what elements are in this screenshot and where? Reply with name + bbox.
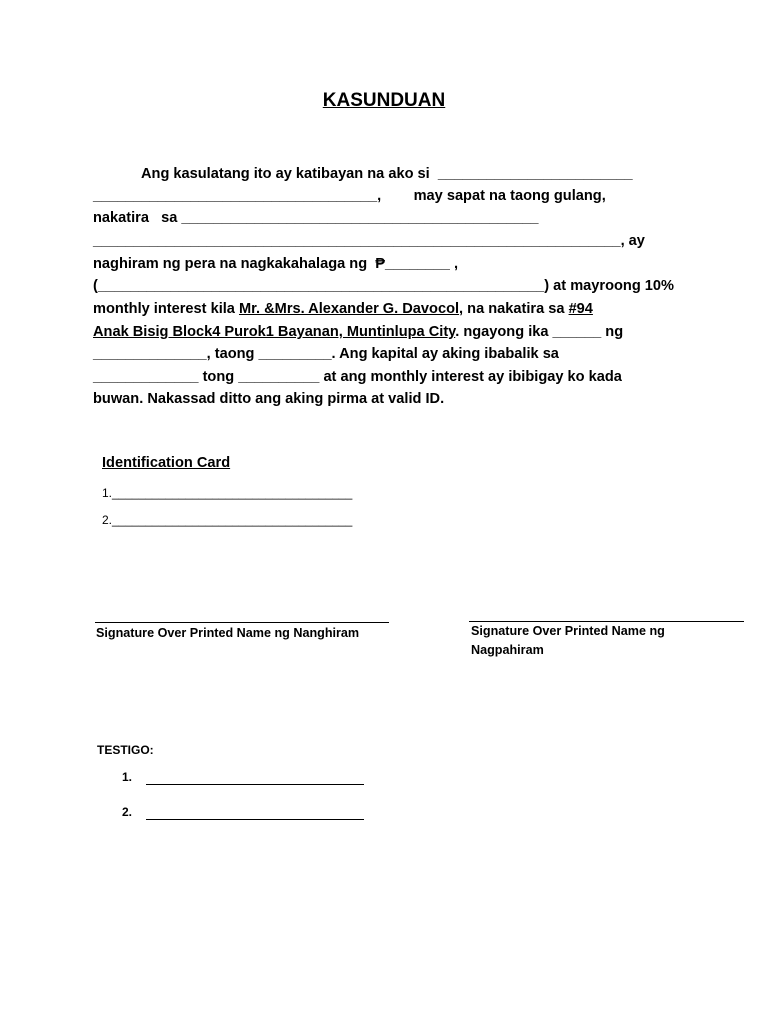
paragraph-line-11: buwan. Nakassad ditto ang aking pirma at valid ID.: [93, 391, 445, 407]
paragraph-line-4: _________________________________________________________________, ay: [93, 233, 645, 249]
paragraph-line-9: ______________, taong _________. Ang kapital ay aking ibabalik sa: [93, 346, 559, 362]
lender-signature-line: [469, 621, 744, 622]
witness-number-1: 1.: [122, 770, 133, 784]
id-line-1: 1.____________________________________: [102, 486, 353, 500]
witness-number-2: 2.: [122, 805, 133, 819]
lender-name: Mr. &Mrs. Alexander G. Davocol: [238, 301, 460, 317]
witness-line-2: [146, 819, 364, 820]
paragraph-line-10: _____________ tong __________ at ang monthly interest ay ibibigay ko kada: [93, 369, 622, 385]
lender-signature-label-1: Signature Over Printed Name ng: [471, 624, 665, 638]
document-title: KASUNDUAN: [322, 90, 446, 111]
witness-line-1: [146, 784, 364, 785]
lender-address: Anak Bisig Block4 Purok1 Bayanan, Muntinlupa City: [93, 324, 456, 340]
paragraph-line-7: monthly interest kila Mr. &Mrs. Alexander G. Davocol, na nakatira sa #94: [93, 301, 593, 317]
id-line-2: 2.____________________________________: [102, 513, 353, 527]
paragraph-line-3: nakatira sa ____________________________________________: [93, 210, 539, 226]
paragraph-line-2: ___________________________________, may sapat na taong gulang,: [93, 188, 606, 204]
identification-heading: Identification Card: [102, 455, 231, 471]
lender-address-start: #94: [568, 301, 593, 317]
borrower-signature-label: Signature Over Printed Name ng Nanghiram: [96, 626, 360, 640]
paragraph-line-5: naghiram ng pera na nagkakahalaga ng ₱________ ,: [93, 256, 459, 272]
paragraph-line-1: Ang kasulatang ito ay katibayan na ako si ________________________: [141, 166, 633, 182]
lender-signature-label-2: Nagpahiram: [471, 643, 544, 657]
borrower-signature-line: [95, 622, 389, 623]
paragraph-line-6: (_______________________________________________________) at mayroong 10%: [93, 278, 675, 294]
paragraph-line-8: Anak Bisig Block4 Purok1 Bayanan, Muntinlupa City. ngayong ika ______ ng: [93, 324, 624, 340]
witness-heading: TESTIGO:: [97, 743, 154, 757]
